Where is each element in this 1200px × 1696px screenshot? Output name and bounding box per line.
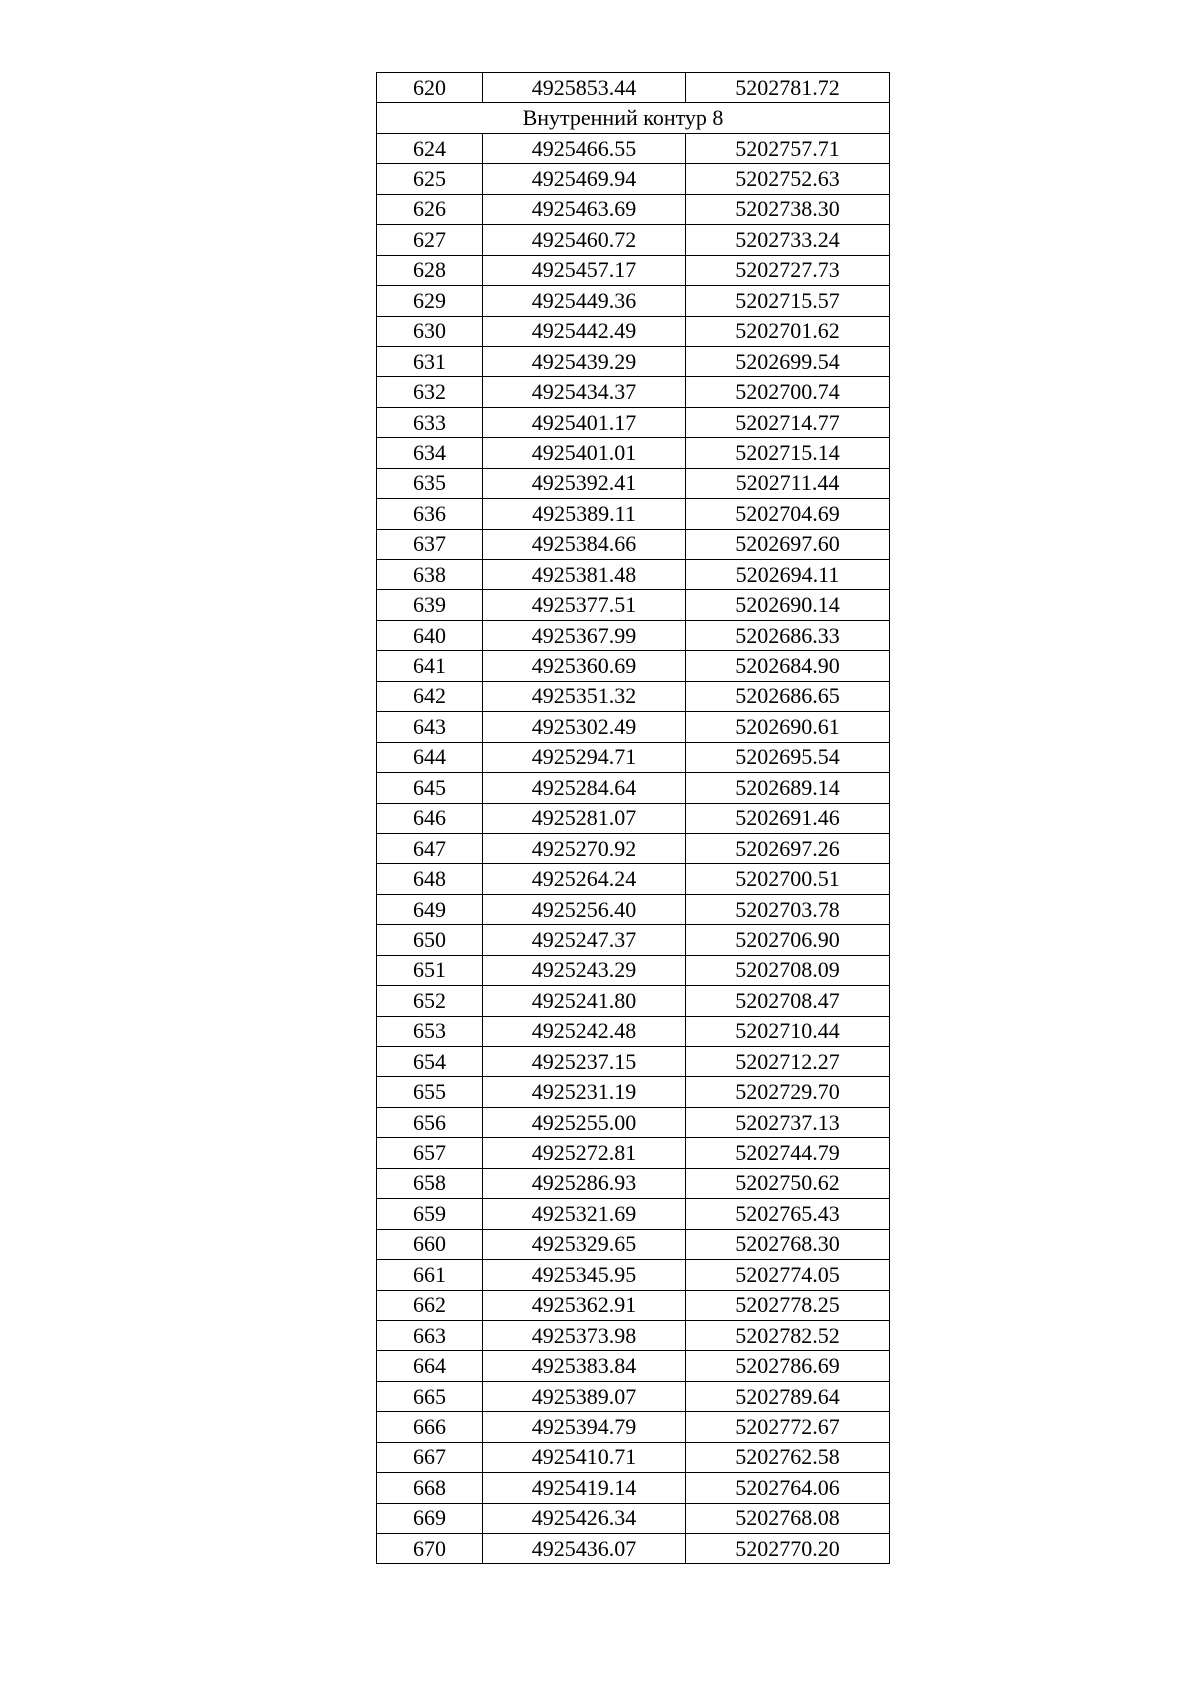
x-coordinate-cell: 4925377.51 — [483, 590, 686, 620]
y-coordinate-cell: 5202690.61 — [686, 712, 890, 742]
x-coordinate-cell: 4925321.69 — [483, 1199, 686, 1229]
y-coordinate-cell: 5202701.62 — [686, 316, 890, 346]
y-coordinate-cell: 5202708.09 — [686, 955, 890, 985]
y-coordinate-cell: 5202700.74 — [686, 377, 890, 407]
y-coordinate-cell: 5202770.20 — [686, 1534, 890, 1564]
table-row — [377, 803, 890, 833]
point-number-cell: 656 — [377, 1107, 483, 1137]
x-coordinate-cell: 4925457.17 — [483, 255, 686, 285]
table-row — [377, 1442, 890, 1472]
table-row — [377, 833, 890, 863]
point-number-cell: 670 — [377, 1534, 483, 1564]
x-coordinate-cell: 4925381.48 — [483, 560, 686, 590]
y-coordinate-cell: 5202689.14 — [686, 773, 890, 803]
point-number-cell: 667 — [377, 1442, 483, 1472]
point-number-cell: 632 — [377, 377, 483, 407]
table-row — [377, 1229, 890, 1259]
x-coordinate-cell: 4925256.40 — [483, 894, 686, 924]
x-coordinate-cell: 4925466.55 — [483, 133, 686, 163]
x-coordinate-cell: 4925392.41 — [483, 468, 686, 498]
x-coordinate-cell: 4925367.99 — [483, 620, 686, 650]
table-row — [377, 1107, 890, 1137]
x-coordinate-cell: 4925351.32 — [483, 681, 686, 711]
y-coordinate-cell: 5202782.52 — [686, 1320, 890, 1350]
table-row — [377, 1199, 890, 1229]
point-number-cell: 620 — [377, 73, 483, 103]
y-coordinate-cell: 5202727.73 — [686, 255, 890, 285]
table-row — [377, 73, 890, 103]
contour-header-row — [377, 103, 890, 133]
point-number-cell: 633 — [377, 407, 483, 437]
table-row — [377, 1168, 890, 1198]
x-coordinate-cell: 4925469.94 — [483, 164, 686, 194]
x-coordinate-cell: 4925272.81 — [483, 1138, 686, 1168]
x-coordinate-cell: 4925270.92 — [483, 833, 686, 863]
table-row — [377, 1381, 890, 1411]
x-coordinate-cell: 4925460.72 — [483, 225, 686, 255]
table-row — [377, 560, 890, 590]
table-row — [377, 955, 890, 985]
x-coordinate-cell: 4925383.84 — [483, 1351, 686, 1381]
x-coordinate-cell: 4925419.14 — [483, 1473, 686, 1503]
y-coordinate-cell: 5202686.33 — [686, 620, 890, 650]
x-coordinate-cell: 4925241.80 — [483, 986, 686, 1016]
point-number-cell: 668 — [377, 1473, 483, 1503]
y-coordinate-cell: 5202752.63 — [686, 164, 890, 194]
point-number-cell: 625 — [377, 164, 483, 194]
table-row — [377, 986, 890, 1016]
table-row — [377, 1077, 890, 1107]
table-row — [377, 590, 890, 620]
table-row — [377, 1290, 890, 1320]
x-coordinate-cell: 4925463.69 — [483, 194, 686, 224]
table-row — [377, 1503, 890, 1533]
y-coordinate-cell: 5202714.77 — [686, 407, 890, 437]
point-number-cell: 642 — [377, 681, 483, 711]
table-row — [377, 1047, 890, 1077]
point-number-cell: 648 — [377, 864, 483, 894]
point-number-cell: 660 — [377, 1229, 483, 1259]
point-number-cell: 652 — [377, 986, 483, 1016]
table-row — [377, 1534, 890, 1564]
x-coordinate-cell: 4925401.17 — [483, 407, 686, 437]
point-number-cell: 631 — [377, 346, 483, 376]
x-coordinate-cell: 4925294.71 — [483, 742, 686, 772]
point-number-cell: 669 — [377, 1503, 483, 1533]
y-coordinate-cell: 5202708.47 — [686, 986, 890, 1016]
table-row — [377, 1320, 890, 1350]
x-coordinate-cell: 4925286.93 — [483, 1168, 686, 1198]
point-number-cell: 644 — [377, 742, 483, 772]
y-coordinate-cell: 5202768.08 — [686, 1503, 890, 1533]
y-coordinate-cell: 5202691.46 — [686, 803, 890, 833]
y-coordinate-cell: 5202750.62 — [686, 1168, 890, 1198]
table-row — [377, 742, 890, 772]
point-number-cell: 646 — [377, 803, 483, 833]
point-number-cell: 627 — [377, 225, 483, 255]
y-coordinate-cell: 5202699.54 — [686, 346, 890, 376]
y-coordinate-cell: 5202711.44 — [686, 468, 890, 498]
point-number-cell: 664 — [377, 1351, 483, 1381]
point-number-cell: 635 — [377, 468, 483, 498]
x-coordinate-cell: 4925302.49 — [483, 712, 686, 742]
table-row — [377, 499, 890, 529]
x-coordinate-cell: 4925426.34 — [483, 1503, 686, 1533]
table-row — [377, 316, 890, 346]
point-number-cell: 663 — [377, 1320, 483, 1350]
point-number-cell: 657 — [377, 1138, 483, 1168]
point-number-cell: 661 — [377, 1260, 483, 1290]
y-coordinate-cell: 5202789.64 — [686, 1381, 890, 1411]
y-coordinate-cell: 5202762.58 — [686, 1442, 890, 1472]
point-number-cell: 649 — [377, 894, 483, 924]
point-number-cell: 640 — [377, 620, 483, 650]
y-coordinate-cell: 5202768.30 — [686, 1229, 890, 1259]
point-number-cell: 639 — [377, 590, 483, 620]
table-row — [377, 620, 890, 650]
y-coordinate-cell: 5202694.11 — [686, 560, 890, 590]
point-number-cell: 655 — [377, 1077, 483, 1107]
table-row — [377, 651, 890, 681]
table-row — [377, 681, 890, 711]
table-row — [377, 255, 890, 285]
y-coordinate-cell: 5202765.43 — [686, 1199, 890, 1229]
y-coordinate-cell: 5202684.90 — [686, 651, 890, 681]
point-number-cell: 658 — [377, 1168, 483, 1198]
y-coordinate-cell: 5202695.54 — [686, 742, 890, 772]
point-number-cell: 643 — [377, 712, 483, 742]
table-row — [377, 133, 890, 163]
table-row — [377, 286, 890, 316]
y-coordinate-cell: 5202704.69 — [686, 499, 890, 529]
contour-title: Внутренний контур 8 — [377, 103, 890, 133]
table-row — [377, 773, 890, 803]
table-row — [377, 1412, 890, 1442]
y-coordinate-cell: 5202712.27 — [686, 1047, 890, 1077]
table-body — [377, 73, 890, 1564]
x-coordinate-cell: 4925389.07 — [483, 1381, 686, 1411]
table-row — [377, 1351, 890, 1381]
x-coordinate-cell: 4925345.95 — [483, 1260, 686, 1290]
y-coordinate-cell: 5202710.44 — [686, 1016, 890, 1046]
y-coordinate-cell: 5202686.65 — [686, 681, 890, 711]
table-row — [377, 194, 890, 224]
point-number-cell: 636 — [377, 499, 483, 529]
y-coordinate-cell: 5202738.30 — [686, 194, 890, 224]
y-coordinate-cell: 5202781.72 — [686, 73, 890, 103]
y-coordinate-cell: 5202706.90 — [686, 925, 890, 955]
point-number-cell: 634 — [377, 438, 483, 468]
table-row — [377, 894, 890, 924]
y-coordinate-cell: 5202774.05 — [686, 1260, 890, 1290]
y-coordinate-cell: 5202757.71 — [686, 133, 890, 163]
table-row — [377, 1260, 890, 1290]
point-number-cell: 630 — [377, 316, 483, 346]
y-coordinate-cell: 5202715.57 — [686, 286, 890, 316]
point-number-cell: 653 — [377, 1016, 483, 1046]
table-row — [377, 225, 890, 255]
x-coordinate-cell: 4925264.24 — [483, 864, 686, 894]
y-coordinate-cell: 5202764.06 — [686, 1473, 890, 1503]
x-coordinate-cell: 4925410.71 — [483, 1442, 686, 1472]
y-coordinate-cell: 5202786.69 — [686, 1351, 890, 1381]
point-number-cell: 645 — [377, 773, 483, 803]
x-coordinate-cell: 4925243.29 — [483, 955, 686, 985]
y-coordinate-cell: 5202697.26 — [686, 833, 890, 863]
y-coordinate-cell: 5202733.24 — [686, 225, 890, 255]
point-number-cell: 641 — [377, 651, 483, 681]
x-coordinate-cell: 4925247.37 — [483, 925, 686, 955]
point-number-cell: 626 — [377, 194, 483, 224]
x-coordinate-cell: 4925439.29 — [483, 346, 686, 376]
x-coordinate-cell: 4925242.48 — [483, 1016, 686, 1046]
point-number-cell: 647 — [377, 833, 483, 863]
point-number-cell: 651 — [377, 955, 483, 985]
point-number-cell: 650 — [377, 925, 483, 955]
x-coordinate-cell: 4925373.98 — [483, 1320, 686, 1350]
x-coordinate-cell: 4925237.15 — [483, 1047, 686, 1077]
table-row — [377, 529, 890, 559]
table-row — [377, 164, 890, 194]
x-coordinate-cell: 4925389.11 — [483, 499, 686, 529]
table-row — [377, 346, 890, 376]
x-coordinate-cell: 4925329.65 — [483, 1229, 686, 1259]
y-coordinate-cell: 5202772.67 — [686, 1412, 890, 1442]
table-row — [377, 438, 890, 468]
point-number-cell: 659 — [377, 1199, 483, 1229]
point-number-cell: 665 — [377, 1381, 483, 1411]
x-coordinate-cell: 4925384.66 — [483, 529, 686, 559]
table-row — [377, 468, 890, 498]
point-number-cell: 624 — [377, 133, 483, 163]
table-row — [377, 1016, 890, 1046]
y-coordinate-cell: 5202715.14 — [686, 438, 890, 468]
table-row — [377, 925, 890, 955]
table-row — [377, 712, 890, 742]
point-number-cell: 628 — [377, 255, 483, 285]
table-row — [377, 864, 890, 894]
x-coordinate-cell: 4925449.36 — [483, 286, 686, 316]
x-coordinate-cell: 4925362.91 — [483, 1290, 686, 1320]
y-coordinate-cell: 5202737.13 — [686, 1107, 890, 1137]
y-coordinate-cell: 5202778.25 — [686, 1290, 890, 1320]
y-coordinate-cell: 5202729.70 — [686, 1077, 890, 1107]
x-coordinate-cell: 4925284.64 — [483, 773, 686, 803]
point-number-cell: 629 — [377, 286, 483, 316]
x-coordinate-cell: 4925255.00 — [483, 1107, 686, 1137]
y-coordinate-cell: 5202703.78 — [686, 894, 890, 924]
table-row — [377, 377, 890, 407]
y-coordinate-cell: 5202697.60 — [686, 529, 890, 559]
y-coordinate-cell: 5202700.51 — [686, 864, 890, 894]
x-coordinate-cell: 4925853.44 — [483, 73, 686, 103]
x-coordinate-cell: 4925401.01 — [483, 438, 686, 468]
point-number-cell: 662 — [377, 1290, 483, 1320]
coordinates-table — [376, 72, 890, 1564]
point-number-cell: 666 — [377, 1412, 483, 1442]
x-coordinate-cell: 4925360.69 — [483, 651, 686, 681]
x-coordinate-cell: 4925281.07 — [483, 803, 686, 833]
table-row — [377, 407, 890, 437]
point-number-cell: 637 — [377, 529, 483, 559]
x-coordinate-cell: 4925394.79 — [483, 1412, 686, 1442]
x-coordinate-cell: 4925436.07 — [483, 1534, 686, 1564]
table-row — [377, 1138, 890, 1168]
x-coordinate-cell: 4925231.19 — [483, 1077, 686, 1107]
point-number-cell: 654 — [377, 1047, 483, 1077]
point-number-cell: 638 — [377, 560, 483, 590]
table-row — [377, 1473, 890, 1503]
x-coordinate-cell: 4925442.49 — [483, 316, 686, 346]
y-coordinate-cell: 5202690.14 — [686, 590, 890, 620]
y-coordinate-cell: 5202744.79 — [686, 1138, 890, 1168]
x-coordinate-cell: 4925434.37 — [483, 377, 686, 407]
